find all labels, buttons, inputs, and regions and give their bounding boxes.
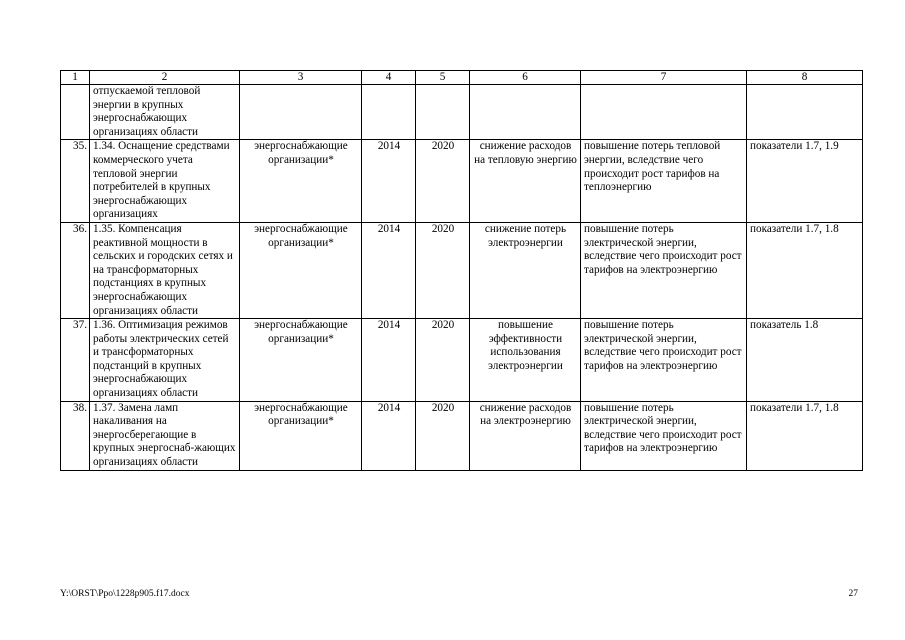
result-cell: повышение эффективности использования электроэнергии bbox=[470, 319, 581, 402]
table-row bbox=[61, 85, 863, 140]
header-cell: 8 bbox=[747, 71, 863, 85]
result-cell: снижение расходов на тепловую энергию bbox=[470, 140, 581, 223]
measure-cell: 1.36. Оптимизация режимов работы электрических сетей и трансформаторных подстанций в крупных энергоснабжающих организациях области bbox=[90, 319, 240, 402]
end-year-cell: 2020 bbox=[416, 222, 470, 318]
row-number: 35. bbox=[61, 140, 90, 223]
indicator-cell: показатели 1.7, 1.8 bbox=[747, 222, 863, 318]
header-cell: 6 bbox=[470, 71, 581, 85]
header-cell: 7 bbox=[581, 71, 747, 85]
executor-cell: энергоснабжающие организации* bbox=[240, 401, 362, 470]
indicator-cell: показатели 1.7, 1.9 bbox=[747, 140, 863, 223]
indicator-cell: показатель 1.8 bbox=[747, 319, 863, 402]
start-year-cell: 2014 bbox=[362, 401, 416, 470]
header-cell: 5 bbox=[416, 71, 470, 85]
start-year-cell bbox=[362, 85, 416, 140]
header-cell: 1 bbox=[61, 71, 90, 85]
end-year-cell bbox=[416, 85, 470, 140]
table-row bbox=[61, 140, 863, 223]
indicator-cell: показатели 1.7, 1.8 bbox=[747, 401, 863, 470]
table-row bbox=[61, 319, 863, 402]
consequence-cell: повышение потерь электрической энергии, вследствие чего происходит рост тарифов на электроэнергию bbox=[581, 401, 747, 470]
measure-cell: 1.35. Компенсация реактивной мощности в сельских и городских сетях и на трансформаторных подстанциях в крупных энергоснабжающих организациях области bbox=[90, 222, 240, 318]
file-path-footer: Y:\ORST\Ppo\1228p905.f17.docx bbox=[60, 589, 190, 599]
end-year-cell: 2020 bbox=[416, 401, 470, 470]
measure-cell: 1.34. Оснащение средствами коммерческого учета тепловой энергии потребителей в крупных энергоснабжающих организациях bbox=[90, 140, 240, 223]
measures-table bbox=[60, 70, 863, 471]
header-cell: 3 bbox=[240, 71, 362, 85]
row-number: 36. bbox=[61, 222, 90, 318]
result-cell: снижение потерь электроэнергии bbox=[470, 222, 581, 318]
row-number bbox=[61, 85, 90, 140]
end-year-cell: 2020 bbox=[416, 319, 470, 402]
measure-cell: 1.37. Замена ламп накаливания на энергосберегающие в крупных энергоснаб-жающих организациях области bbox=[90, 401, 240, 470]
header-row bbox=[61, 71, 863, 85]
result-cell: снижение расходов на электроэнергию bbox=[470, 401, 581, 470]
executor-cell: энергоснабжающие организации* bbox=[240, 140, 362, 223]
executor-cell bbox=[240, 85, 362, 140]
start-year-cell: 2014 bbox=[362, 319, 416, 402]
page-number: 27 bbox=[848, 589, 858, 599]
end-year-cell: 2020 bbox=[416, 140, 470, 223]
table-row bbox=[61, 222, 863, 318]
consequence-cell: повышение потерь электрической энергии, вследствие чего происходит рост тарифов на электроэнергию bbox=[581, 319, 747, 402]
header-cell: 4 bbox=[362, 71, 416, 85]
executor-cell: энергоснабжающие организации* bbox=[240, 222, 362, 318]
row-number: 37. bbox=[61, 319, 90, 402]
row-number: 38. bbox=[61, 401, 90, 470]
consequence-cell: повышение потерь электрической энергии, вследствие чего происходит рост тарифов на электроэнергию bbox=[581, 222, 747, 318]
consequence-cell bbox=[581, 85, 747, 140]
start-year-cell: 2014 bbox=[362, 222, 416, 318]
consequence-cell: повышение потерь тепловой энергии, вследствие чего происходит рост тарифов на теплоэнергию bbox=[581, 140, 747, 223]
table-row bbox=[61, 401, 863, 470]
executor-cell: энергоснабжающие организации* bbox=[240, 319, 362, 402]
header-cell: 2 bbox=[90, 71, 240, 85]
result-cell bbox=[470, 85, 581, 140]
indicator-cell bbox=[747, 85, 863, 140]
start-year-cell: 2014 bbox=[362, 140, 416, 223]
measure-cell: отпускаемой тепловой энергии в крупных энергоснабжающих организациях области bbox=[90, 85, 240, 140]
